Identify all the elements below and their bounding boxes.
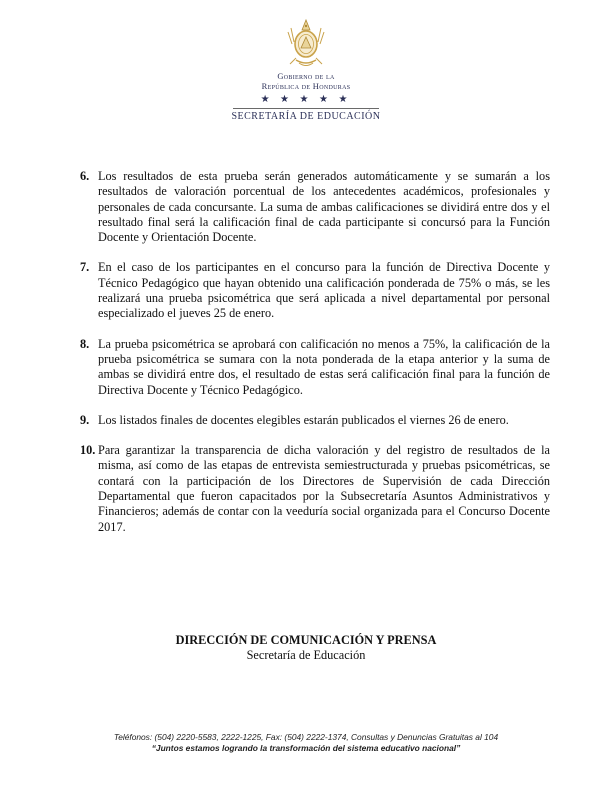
list-item — [80, 443, 550, 535]
stars-icon: ★ ★ ★ ★ ★ — [260, 94, 352, 105]
page-footer — [0, 732, 612, 753]
item-number: 6. — [80, 169, 90, 183]
item-number: 10. — [80, 443, 96, 458]
government-line-1: Gobierno de la — [277, 71, 335, 81]
secretaria-title: SECRETARÍA DE EDUCACIÓN — [231, 111, 381, 122]
footer-contact: Teléfonos: (504) 2220-5583, 2222-1225, Fax: (504) 2222-1374, Consultas y Denuncias Gratuitas al 104 — [113, 732, 499, 742]
honduras-coat-of-arms-icon — [286, 14, 326, 70]
item-number: 8. — [80, 336, 90, 351]
numbered-list — [80, 169, 550, 535]
list-item — [80, 169, 550, 245]
item-text: Los resultados de esta prueba serán generados automáticamente y se sumarán a los resultados de valoración porcentual de los antecedentes académicos, profesionales y personales de cada concursante. La suma de ambas calificaciones se dividirá entre dos y el resultado final será la calificación final de cada participante si concursó para la Función Docente y Orientación Docente. — [98, 169, 550, 245]
footer-motto: “Juntos estamos logrando la transformación del sistema educativo nacional” — [151, 742, 461, 753]
item-number: 7. — [80, 260, 90, 275]
signature-subtitle: Secretaría de Educación — [246, 648, 366, 662]
signature-block — [0, 633, 612, 663]
list-item — [80, 260, 550, 321]
list-item — [80, 337, 550, 398]
item-text: La prueba psicométrica se aprobará con calificación no menos a 75%, la calificación de la prueba psicométrica se sumara con la nota ponderada de la etapa anterior y la suma de ambas se dividirá entre dos, el resultado de estas será calificación final para la función de Directiva Docente y Técnico Pedagógico. — [98, 336, 550, 397]
header-divider — [233, 108, 379, 109]
item-text: Para garantizar la transparencia de dicha valoración y del registro de resultados de la misma, así como de las etapas de entrevista semiestructurada y pruebas psicométricas, se contará con la participación de los Directores de Supervisión de cada Dirección Departamental que fueron capacitados por la Subsecretaría Asuntos Administrativos y Financieros; además de contar con la veeduría social organizada para el Concurso Docente 2017. — [98, 443, 550, 534]
item-number: 9. — [80, 412, 90, 427]
item-text: Los listados finales de docentes elegibles estarán publicados el viernes 26 de enero. — [98, 412, 509, 427]
signature-title: DIRECCIÓN DE COMUNICACIÓN Y PRENSA — [175, 633, 437, 647]
letterhead — [0, 14, 612, 123]
list-item — [80, 413, 550, 428]
item-text: En el caso de los participantes en el concurso para la función de Directiva Docente y Técnico Pedagógico que hayan obtenido una calificación ponderada de 75% o más, se les realizará una prueba psicométrica que será aplicada a nivel departamental por personal especializado el jueves 25 de enero. — [98, 260, 550, 321]
government-line-2: República de Honduras — [261, 80, 351, 91]
